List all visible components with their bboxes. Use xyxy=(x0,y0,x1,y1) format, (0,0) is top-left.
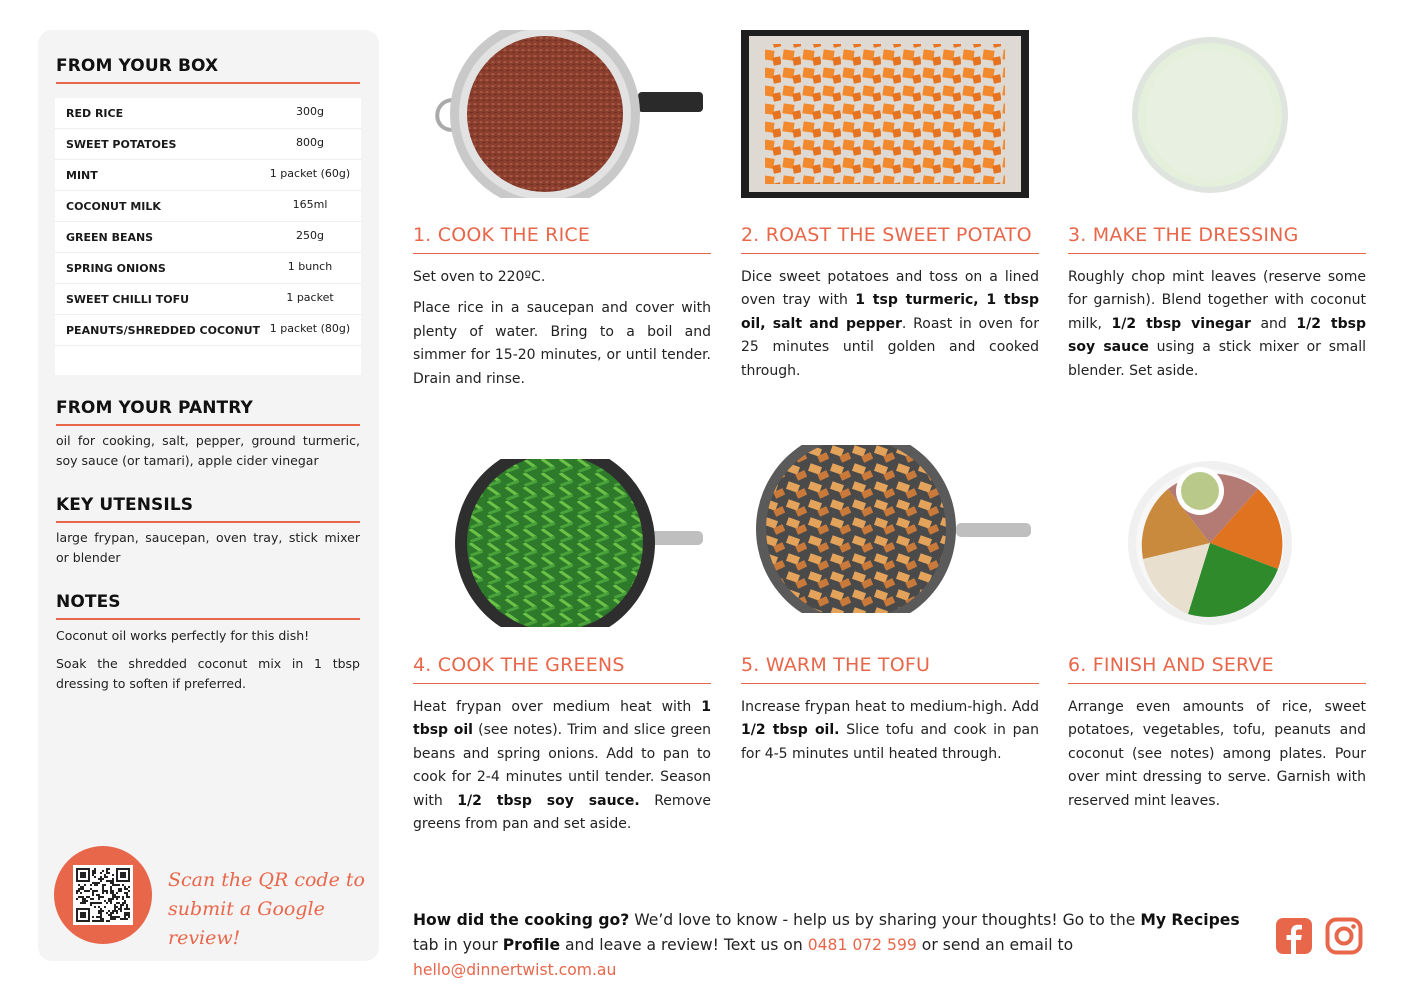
instagram-icon[interactable] xyxy=(1325,917,1363,955)
rice-saucepan-image xyxy=(413,30,703,198)
note-item: Coconut oil works perfectly for this dish! xyxy=(56,628,310,643)
body-text: and xyxy=(1250,315,1297,332)
feedback-footer xyxy=(413,908,1263,983)
step-title: 6. FINISH AND SERVE xyxy=(1068,654,1366,684)
ingredient-qty: 1 packet (80g) xyxy=(269,322,351,335)
ingredient-qty: 1 packet (60g) xyxy=(269,167,351,180)
notes-heading: NOTES xyxy=(56,592,360,620)
step-title: 5. WARM THE TOFU xyxy=(741,654,1039,684)
ingredient-row xyxy=(55,253,361,284)
ingredient-name: GREEN BEANS xyxy=(66,231,154,244)
ingredient-name: RED RICE xyxy=(66,107,124,120)
note-item: Soak the shredded coconut mix in 1 tbsp dressing to soften if preferred. xyxy=(56,656,360,691)
finished-bowl-image xyxy=(1068,459,1358,627)
ingredient-name: PEANUTS/SHREDDED COCONUT xyxy=(66,324,261,337)
box-heading: FROM YOUR BOX xyxy=(56,56,360,84)
ingredient-name: MINT xyxy=(66,169,98,182)
body-text: Roughly chop mint leaves (reserve some for garnish). Blend together with coconut milk, xyxy=(1068,269,1366,332)
ingredient-qty: 250g xyxy=(296,229,324,242)
emphasis-text: 1/2 tbsp oil. xyxy=(741,722,840,739)
emphasis-text: 1 tbsp oil xyxy=(413,699,711,739)
step-paragraph xyxy=(741,696,1039,766)
ingredient-qty: 1 bunch xyxy=(287,260,333,273)
ingredient-row xyxy=(55,222,361,253)
utensils-text: large frypan, saucepan, oven tray, stick mixer or blender xyxy=(56,530,360,565)
ingredient-name: SWEET CHILLI TOFU xyxy=(66,293,190,306)
step-instructions xyxy=(1068,266,1366,391)
step-paragraph xyxy=(1068,266,1366,383)
step-paragraph xyxy=(413,266,711,289)
step-instructions xyxy=(741,266,1039,391)
footer-text: and leave a review! Text us on xyxy=(560,936,808,954)
mint-dressing-bowl-image xyxy=(1068,30,1358,198)
step-paragraph xyxy=(741,266,1039,383)
body-text: Arrange even amounts of rice, sweet potatoes, vegetables, tofu, peanuts and coconut (see notes) among plates. Pour over mint dressing to serve. Garnish with reserved mint leaves. xyxy=(1068,699,1366,809)
ingredients-sidebar xyxy=(38,30,379,961)
ingredient-qty: 800g xyxy=(296,136,324,149)
ingredient-qty: 165ml xyxy=(292,198,328,211)
footer-text: We’d love to know - help us by sharing your thoughts! Go to the xyxy=(629,911,1141,929)
body-text: Remove greens from pan and set aside. xyxy=(413,792,712,833)
step-title: 2. ROAST THE SWEET POTATO xyxy=(741,224,1039,254)
step-title: 1. COOK THE RICE xyxy=(413,224,711,254)
ingredient-row xyxy=(55,191,361,222)
footer-contact-link[interactable]: hello@dinnertwist.com.au xyxy=(413,961,617,979)
ingredient-row xyxy=(55,315,361,346)
ingredient-row xyxy=(55,98,361,129)
step-paragraph xyxy=(413,297,711,391)
footer-text: tab in your xyxy=(413,936,503,954)
qr-caption xyxy=(168,866,368,953)
ingredient-row xyxy=(55,284,361,315)
utensils-heading: KEY UTENSILS xyxy=(56,495,360,523)
pantry-heading: FROM YOUR PANTRY xyxy=(56,398,360,426)
body-text: (see notes). Trim and slice green beans and spring onions. Add to pan to cook for 2-4 minutes until tender. Season with xyxy=(413,722,711,809)
body-text: Increase frypan heat to medium-high. Add xyxy=(741,699,1039,715)
step-paragraph xyxy=(1068,696,1366,813)
step-title: 3. MAKE THE DRESSING xyxy=(1068,224,1366,254)
ingredients-table xyxy=(55,98,361,375)
tofu-frypan-image xyxy=(741,445,1031,613)
step-instructions xyxy=(741,696,1039,774)
step-instructions xyxy=(413,266,711,399)
step-instructions xyxy=(1068,696,1366,821)
footer-text: or send an email to xyxy=(916,936,1074,954)
ingredient-qty: 300g xyxy=(296,105,324,118)
qr-caption-line: Scan the QR code to xyxy=(168,869,365,891)
body-text: Heat frypan over medium heat with xyxy=(413,699,702,715)
emphasis-text: 1 tsp turmeric, 1 tbsp oil, salt and pepper xyxy=(741,292,1040,332)
greens-frypan-image xyxy=(413,459,703,627)
step-paragraph xyxy=(413,696,711,836)
body-text: using a stick mixer or small blender. Set aside. xyxy=(1068,339,1366,379)
sweet-potato-tray-image xyxy=(741,30,1029,198)
footer-emphasis: How did the cooking go? xyxy=(413,911,630,929)
ingredient-row xyxy=(55,129,361,160)
qr-code-icon[interactable] xyxy=(73,865,133,925)
qr-code-badge[interactable] xyxy=(54,846,152,944)
body-text: Set oven to 220ºC. xyxy=(413,269,546,285)
emphasis-text: 1/2 tbsp soy sauce xyxy=(1068,315,1366,356)
step-instructions xyxy=(413,696,711,844)
facebook-icon[interactable] xyxy=(1275,917,1313,955)
body-text: Slice tofu and cook in pan for 4-5 minutes until heated through. xyxy=(741,722,1039,762)
ingredient-name: COCONUT MILK xyxy=(66,200,161,213)
emphasis-text: 1/2 tbsp soy sauce. xyxy=(457,792,640,809)
ingredient-qty: 1 packet xyxy=(286,291,334,304)
ingredient-row xyxy=(55,160,361,191)
qr-caption-line: submit a Google review! xyxy=(168,898,325,949)
footer-emphasis: My Recipes xyxy=(1140,911,1240,929)
body-text: Dice sweet potatoes and toss on a lined oven tray with xyxy=(741,269,1039,309)
step-title: 4. COOK THE GREENS xyxy=(413,654,711,684)
ingredient-name: SPRING ONIONS xyxy=(66,262,166,275)
body-text: . Roast in oven for 25 minutes until golden and cooked through. xyxy=(741,315,1039,379)
footer-emphasis: Profile xyxy=(502,936,561,954)
pantry-text: oil for cooking, salt, pepper, ground turmeric, soy sauce (or tamari), apple cider vinegar xyxy=(56,433,360,468)
ingredient-name: SWEET POTATOES xyxy=(66,138,177,151)
footer-contact-link[interactable]: 0481 072 599 xyxy=(807,936,917,954)
emphasis-text: 1/2 tbsp vinegar xyxy=(1111,315,1251,332)
body-text: Place rice in a saucepan and cover with plenty of water. Bring to a boil and simmer for 15-20 minutes, or until tender. Drain and rinse. xyxy=(413,300,711,387)
